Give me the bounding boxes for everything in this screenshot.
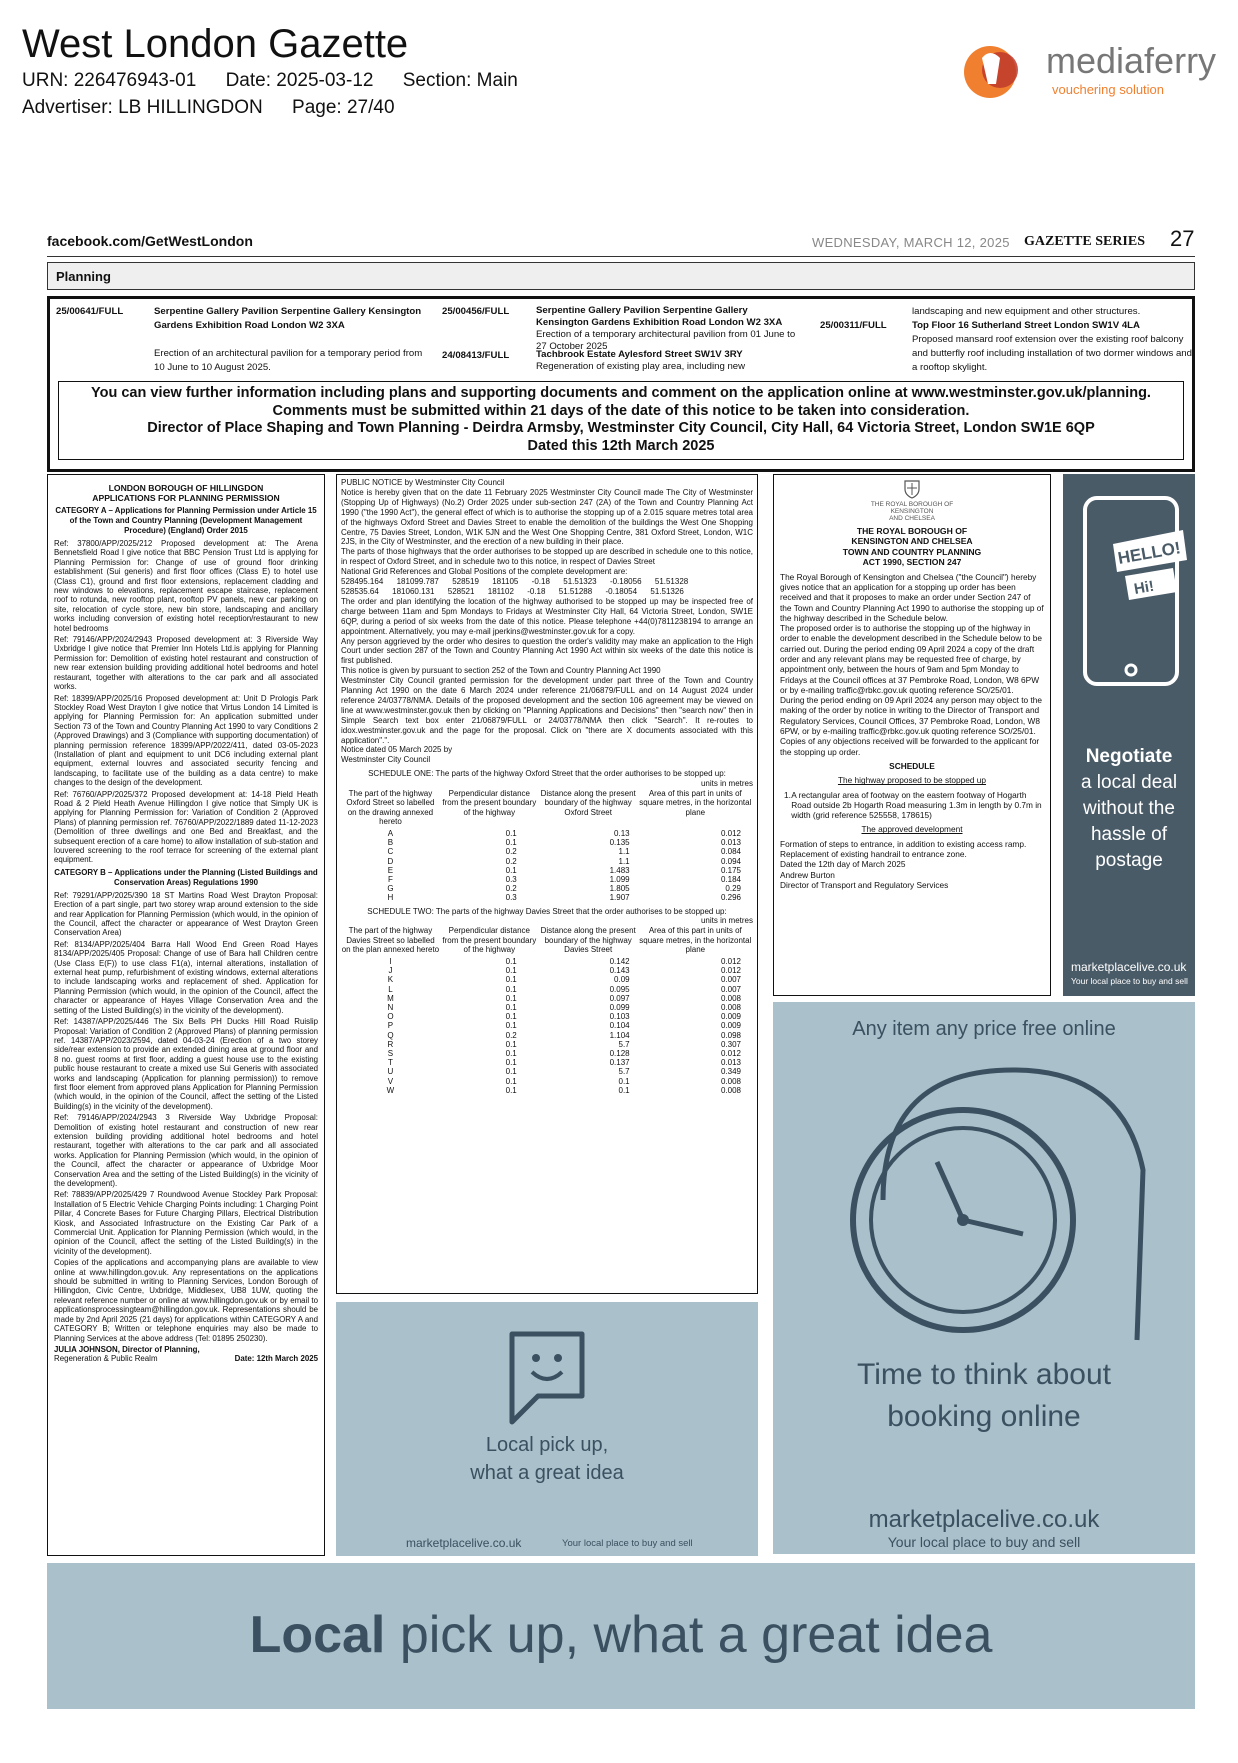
item-title: Serpentine Gallery Pavilion Serpentine Gallery Kensington Gardens Exhibition Road London W2 3XA xyxy=(536,305,783,328)
grid-ref-line: 528495.164 181099.787 528519 181105 -0.18 51.51323 -0.18056 51.51328 xyxy=(341,577,689,587)
grid-ref-line: 528535.64 181060.131 528521 181102 -0.18 51.51288 -0.18054 51.51326 xyxy=(341,586,684,596)
notice-para: Any person aggrieved by the order who desires to question the order's validity may make an application to the High Court under section 287 of the Town and Country Planning Act 1990 Act within six weeks of the date this notice is first published. xyxy=(341,636,753,666)
table-cell: 0.29 xyxy=(725,884,741,894)
notice-para: National Grid References and Global Positions of the complete development are: xyxy=(341,567,628,577)
watch-icon xyxy=(773,1050,1195,1350)
ref: 25/00641/FULL xyxy=(56,306,124,317)
schedule-two-heading: SCHEDULE TWO: The parts of the highway Davies Street that the order authorises to be stopped up: xyxy=(367,906,727,916)
units-label: units in metres xyxy=(700,916,753,926)
table-cell: D xyxy=(387,856,394,866)
table-cell: 0.1 xyxy=(505,1039,517,1049)
column-header: Distance along the present boundary of the highway Davies Street xyxy=(540,926,636,954)
table-cell: 0.097 xyxy=(609,993,630,1003)
table-row xyxy=(341,994,753,1003)
schedule-two-table xyxy=(341,926,753,1095)
table-cell: R xyxy=(387,1039,394,1049)
column-header: The part of the highway Oxford Street so labelled on the drawing annexed hereto xyxy=(346,789,435,826)
table-cell: 1.1 xyxy=(618,847,630,857)
table-cell: O xyxy=(387,1012,394,1022)
application-para: Ref: 14387/APP/2025/446 The Six Bells PH Ducks Hill Road Ruislip Proposal: Variation of Condition 2 (Approved Plans) of planning permission ref. 14387/APP/2023/2594, dated 04-03-24 (Erection of a two storey side/rear extension to provide an extended dining area at ground floor and 8 no. guest rooms at first floor, adding a guest house use to the existing public house restaurant to create a mixed use Sui Generis with associated works and landscaping (Application for planning permission)) to remove first floor element from approved plans Application for Planning Permission (which would, in the opinion of the Council, affect the setting of the Listed Building(s) in the vicinity of the development). xyxy=(54,1017,318,1111)
table-cell: 0.3 xyxy=(505,893,517,903)
table-cell: 0.1 xyxy=(505,975,517,985)
ref: 25/00456/FULL xyxy=(442,306,510,317)
phone-chat-icon xyxy=(1063,484,1195,724)
brand-tagline: Your local place to buy and sell xyxy=(1071,976,1188,986)
table-cell: 0.2 xyxy=(505,884,517,894)
table-cell: 0.1 xyxy=(505,1002,517,1012)
westminster-notice xyxy=(58,381,1184,460)
table-cell: 0.2 xyxy=(505,1030,517,1040)
table-cell: 0.142 xyxy=(609,956,630,966)
table-cell: 0.296 xyxy=(720,893,741,903)
column-header: Perpendicular distance from the present boundary of the highway xyxy=(442,789,537,817)
table-cell: 0.103 xyxy=(609,1012,630,1022)
meta-line-1 xyxy=(22,70,542,92)
table-cell: G xyxy=(387,884,394,894)
table-cell: 0.1 xyxy=(505,1067,517,1077)
table-cell: 0.137 xyxy=(609,1058,630,1068)
column-header: Perpendicular distance from the present boundary of the highway xyxy=(442,926,537,954)
table-cell: 0.1 xyxy=(505,1076,517,1086)
table-cell: 0.1 xyxy=(505,993,517,1003)
application-para: Ref: 18399/APP/2025/16 Proposed development at: Unit D Prologis Park Stockley Road West Drayton I give notice that Virtus London 14 Limited is applying for Planning Permission for: An application submitted under Section 73 of the Town and Country Planning Act 1990 to vary Conditions 2 (Approved Drawings) and 3 (Compliance with supporting documentation) of planning permission reference 18399/APP/2022/411, dated 03-05-2023 (Installation of plant and equipment to unit DC6 including external plant equipment, external louvres and associated security fencing and landscaping, to facilitate use of the building as a data centre) to make changes to the design of the development. xyxy=(54,693,318,788)
table-cell: H xyxy=(387,893,394,903)
table-cell: 1.805 xyxy=(609,884,630,894)
department: Regeneration & Public Realm xyxy=(54,1354,158,1364)
kc-subheading: The approved development xyxy=(861,824,963,835)
table-cell: K xyxy=(387,975,394,985)
table-row xyxy=(341,1058,753,1067)
logo-subtitle: vouchering solution xyxy=(1052,82,1165,97)
hillingdon-title: LONDON BOROUGH OF HILLINGDON APPLICATIONS FOR PLANNING PERMISSION xyxy=(92,483,280,503)
table-row xyxy=(341,866,753,875)
table-cell: 5.7 xyxy=(618,1067,630,1077)
notice-para: Westminster City Council granted permission for the development under part three of the Town and Country Planning Act 1990 on the date 6 March 2024 under reference 21/06879/FULL and on 14 August 2024 under reference 24/03778/NMA. Details of the proposed development and the section 106 agreement may be viewed on line at www.westminster.gov.uk then by clicking on "Planning Applications and Decisions" then "search now" then in Simple Search text box enter 21/06879/FULL or 24/03778/NMA then click "Search". It re-routes to idox.westminster.gov.uk and the page for the proposal. Click on "there are X documents associated with this application".". xyxy=(341,676,753,745)
kc-schedule-item xyxy=(784,790,1044,821)
date: Date: 2025-03-12 xyxy=(225,70,374,91)
table-row xyxy=(341,1067,753,1076)
meta-line-2 xyxy=(22,97,419,119)
message-line: Time to think about xyxy=(856,1358,1112,1391)
column-header: Area of this part in units of square metres, in the horizontal plane xyxy=(639,789,752,817)
table-cell: 0.012 xyxy=(720,828,741,838)
application-para: Ref: 79291/APP/2025/390 18 ST Martins Road West Drayton Proposal: Erection of a part single, part two storey wrap around extension to the side and rear Application for Planning Permission (which would, in the opinion of the Council, affect the character or appearance of West Drayton Green Conservation Area) xyxy=(54,890,318,938)
table-cell: 0.2 xyxy=(505,856,517,866)
table-cell: 0.1 xyxy=(505,1085,517,1095)
ad-slogan xyxy=(1063,744,1195,874)
table-row xyxy=(341,857,753,866)
notice-para: Westminster City Council xyxy=(341,755,431,765)
banner-rest: pick up, what a great idea xyxy=(385,1606,993,1664)
table-cell: 0.1 xyxy=(505,828,517,838)
slogan-rest: a local deal without the hassle of postage xyxy=(1080,772,1178,871)
signatory-footer xyxy=(54,1354,318,1363)
item-desc: Erection of a temporary architectural pavilion from 01 June to 27 October 2025 xyxy=(536,329,796,352)
units-label: units in metres xyxy=(700,779,753,789)
table-cell: 0.012 xyxy=(720,1048,741,1058)
notice-para: The order and plan identifying the location of the highway authorised to be stopped up may be inspected free of charge between 11am and 5pm Mondays to Fridays at Westminster City Hall, 64 Victoria Street, London, SW1E 6QP, during a period of six weeks from the date of this notice. Please telephone +44(0)7811238194 to arrange an appointment. Alternatively, you may e-mail jperkins@westminster.gov.uk for a copy. xyxy=(341,596,753,636)
westminster-stopping-up-notice xyxy=(336,474,758,1294)
ad-message xyxy=(773,1354,1195,1438)
item-desc: Erection of an architectural pavilion for a temporary period from 10 June to 10 August 2025. xyxy=(154,348,423,373)
brand-text: marketplacelive.co.uk xyxy=(1071,960,1187,974)
schedule-one-body xyxy=(341,829,753,903)
logo-wordmark: mediaferry xyxy=(1046,40,1217,81)
table-cell: T xyxy=(387,1058,393,1068)
hillingdon-notice xyxy=(47,474,325,1556)
hi-text: Hi! xyxy=(1132,577,1156,598)
table-row xyxy=(341,957,753,966)
table-cell: E xyxy=(387,865,394,875)
table-cell: 0.008 xyxy=(720,993,741,1003)
pickup-line: Local pick up, xyxy=(485,1434,609,1456)
facebook-link: facebook.com/GetWestLondon xyxy=(47,233,253,249)
table-cell: 0.009 xyxy=(720,1012,741,1022)
banner-strong: Local xyxy=(249,1606,386,1664)
table-cell: 0.095 xyxy=(609,984,630,994)
ad-banner xyxy=(47,1563,1195,1709)
table-row xyxy=(341,1049,753,1058)
table-row xyxy=(341,1003,753,1012)
table-cell: S xyxy=(387,1048,394,1058)
notice-line: Comments must be submitted within 21 days of the date of this notice to be taken into consideration. xyxy=(272,402,970,419)
representations-para: Copies of the applications and accompanying plans are available to view online at www.hillingdon.gov.uk. Any representations on the applications should be submitted in writing to Planning Services, London Borough of Hillingdon, Civic Centre, Uxbridge, Middlesex, UB8 1UW, quoting the relevant reference number or online at www.hillingdon.gov.uk or by email to applicationsprocessingteam@hillingdon.gov.uk. Representations should be made by 2nd April 2025 (21 days) for applications within CATEGORY A and CATEGORY B; Written or telephone enquiries may also be made to Planning Services at the above address (Tel: 01895 250230). xyxy=(54,1258,318,1343)
table-cell: 0.094 xyxy=(720,856,741,866)
table-cell: 1.1 xyxy=(618,856,630,866)
section-bar: Planning xyxy=(47,262,1195,290)
slogan-strong: Negotiate xyxy=(1085,746,1173,767)
urn: URN: 226476943-01 xyxy=(22,70,197,91)
message-line: booking online xyxy=(887,1400,1081,1433)
table-cell: L xyxy=(388,984,393,994)
kc-name: Andrew Burton xyxy=(780,869,835,880)
mediaferry-logo xyxy=(960,40,1217,100)
item-title: Serpentine Gallery Pavilion Serpentine Gallery Kensington Gardens Exhibition Road London W2 3XA xyxy=(154,306,422,331)
westminster-planning-box xyxy=(47,296,1195,472)
application-para: Ref: 8134/APP/2025/404 Barra Hall Wood End Green Road Hayes 8134/APP/2025/405 Proposal: Change of use of Bara hall Children centre (Use Class E(F)) to use class F1(a), internal alterations, installation of external heat pump, refurbishment of existing windows, external alterations to include landscaping works and replacement of shed. Application for Planning Permission (which would, in the opinion of the Council, affect the character or appearance of Hayes Village Conservation Area and the setting of the Listed Building(s) in the vicinity of the development). xyxy=(54,939,318,1015)
item-title: Top Floor 16 Sutherland Street London SW1V 4LA xyxy=(912,320,1140,331)
ad-negotiate xyxy=(1063,474,1195,996)
newspaper-title: West London Gazette xyxy=(22,22,409,66)
table-row xyxy=(341,884,753,893)
notice-para: This notice is given by pursuant to section 252 of the Town and Country Planning Act 1990 xyxy=(341,666,661,676)
table-cell: 0.128 xyxy=(609,1048,630,1058)
table-cell: 0.09 xyxy=(614,975,630,985)
ref: 24/08413/FULL xyxy=(442,350,510,361)
table-cell: N xyxy=(387,1002,394,1012)
kc-role: Director of Transport and Regulatory Services xyxy=(780,879,949,890)
table-cell: 0.1 xyxy=(505,838,517,848)
table-cell: 0.098 xyxy=(720,1030,741,1040)
notice-para: The parts of those highways that the order authorises to be stopped up are described in schedule one to this notice, in respect of Oxford Street, and in schedule two to this notice, in respect of Davies Street xyxy=(341,547,753,567)
table-row xyxy=(341,875,753,884)
notice-line: Director of Place Shaping and Town Planning - Deirdra Armsby, Westminster City Council, City Hall, 64 Victoria Street, London SW1E 6QP xyxy=(147,420,1095,436)
table-row xyxy=(341,847,753,856)
table-cell: 0.135 xyxy=(609,838,630,848)
table-cell: 0.007 xyxy=(720,975,741,985)
table-header-row xyxy=(341,926,753,957)
advertiser: Advertiser: LB HILLINGDON xyxy=(22,97,263,118)
masthead-rule xyxy=(47,256,1195,257)
ad-watch xyxy=(773,1002,1195,1554)
table-cell: P xyxy=(387,1021,394,1031)
hello-text: HELLO! xyxy=(1116,538,1183,568)
table-row xyxy=(341,985,753,994)
table-row xyxy=(341,1031,753,1040)
table-row xyxy=(341,966,753,975)
kc-subheading: The highway proposed to be stopped up xyxy=(837,775,987,786)
brand-tagline: Your local place to buy and sell xyxy=(562,1538,693,1549)
table-cell: Q xyxy=(387,1030,394,1040)
notice-heading: PUBLIC NOTICE by Westminster City Council xyxy=(341,478,505,487)
kc-para: The proposed order is to authorise the stopping up of the highway in order to enable the development described in the Schedule below to be carried out. During the period ending 09 April 2024 a copy of the draft order and any relevant plans may be requested free of charge, by appointment only, between the hours of 9am and 5pm Monday to Fridays at the Council offices at 37 Pembroke Road, London, W8 6PW or by e-mailing traffic@rbkc.gov.uk quoting reference SO/25/01. xyxy=(780,623,1042,695)
table-cell: M xyxy=(387,993,394,1003)
item-desc: Regeneration of existing play area, including new xyxy=(536,361,746,372)
rbkc-crest xyxy=(780,479,1044,522)
table-cell: 0.1 xyxy=(505,1012,517,1022)
column-header: Distance along the present boundary of the highway Oxford Street xyxy=(540,789,636,817)
table-row xyxy=(341,1012,753,1021)
table-row xyxy=(341,829,753,838)
table-cell: 0.013 xyxy=(720,838,741,848)
category-a-heading: CATEGORY A – Applications for Planning Permission under Article 15 of the Town and Country Planning (Development Management Procedure) (England) Order 2015 xyxy=(55,506,317,535)
table-cell: 0.2 xyxy=(505,847,517,857)
table-cell: B xyxy=(387,838,394,848)
table-cell: 0.1 xyxy=(505,865,517,875)
dateline: WEDNESDAY, MARCH 12, 2025 xyxy=(812,235,1010,250)
table-cell: 0.184 xyxy=(720,874,741,884)
table-cell: 1.907 xyxy=(609,893,630,903)
table-cell: 0.104 xyxy=(609,1021,630,1031)
notice-para: Notice dated 05 March 2025 by xyxy=(341,745,453,755)
table-cell: W xyxy=(386,1085,395,1095)
table-cell: 0.008 xyxy=(720,1076,741,1086)
table-cell: 5.7 xyxy=(618,1039,630,1049)
item-title: Tachbrook Estate Aylesford Street SW1V 3RY xyxy=(536,349,743,360)
table-row xyxy=(341,1021,753,1030)
table-row xyxy=(341,975,753,984)
item-desc: Proposed mansard roof extension over the existing roof balcony and butterfly roof including installation of two dormer windows and a rooftop skylight. xyxy=(912,334,1192,373)
table-cell: 0.1 xyxy=(505,984,517,994)
table-cell: 0.13 xyxy=(614,828,630,838)
table-cell: 0.1 xyxy=(505,966,517,976)
series-name: GAZETTE SERIES xyxy=(1024,234,1145,249)
ref: 25/00311/FULL xyxy=(820,320,887,331)
table-cell: 0.1 xyxy=(505,1058,517,1068)
column-header: The part of the highway Davies Street so labelled on the plan annexed hereto xyxy=(341,926,440,954)
page-number: 27 xyxy=(1170,226,1195,251)
table-cell: 0.3 xyxy=(505,874,517,884)
smiley-bubble-icon xyxy=(502,1324,592,1434)
table-row xyxy=(341,1086,753,1095)
table-cell: 0.007 xyxy=(720,984,741,994)
table-cell: U xyxy=(387,1067,394,1077)
pickup-line: what a great idea xyxy=(470,1462,624,1484)
signatory: JULIA JOHNSON, Director of Planning, xyxy=(54,1344,200,1354)
table-row xyxy=(341,893,753,902)
category-b-heading: CATEGORY B – Applications under the Planning (Listed Buildings and Conservation Areas) Regulations 1990 xyxy=(54,867,318,887)
table-row xyxy=(341,1077,753,1086)
crest-text: THE ROYAL BOROUGH OF KENSINGTON AND CHELSEA xyxy=(870,501,954,522)
kc-para: During the period ending on 09 April 2024 any person may object to the making of the order by notice in writing to the Director of Transport and Regulatory Services, Council Offices, 37 Pembroke Road, London, W8 6PW, or by e-mailing traffic@rbkc.gov.uk quoting reference SO/25/01. Copies of any objections received will be forwarded to the applicant for the stopping up order. xyxy=(780,695,1042,757)
table-cell: 0.349 xyxy=(720,1067,741,1077)
item-desc: landscaping and new equipment and other structures. xyxy=(912,306,1141,317)
table-cell: 0.1 xyxy=(505,956,517,966)
table-cell: 0.008 xyxy=(720,1002,741,1012)
ad-local-pickup xyxy=(336,1302,758,1556)
schedule-two-body xyxy=(341,957,753,1095)
application-para: Ref: 79146/APP/2024/2943 3 Riverside Way Uxbridge Proposal: Demolition of existing hotel restaurant and construction of new rear extension building providing additional hotel bedrooms and hotel restaurant, together with alterations to the car park and all associated works. Application for Planning Permission (which would, in the opinion of the Council, affect the character or appearance of Uxbridge Moor Conservation Area and the setting of the Listed Building(s) in the vicinity of the development). xyxy=(54,1113,318,1188)
column-header: Area of this part in units of square metres, in the horizontal plane xyxy=(639,926,752,954)
brand-text: marketplacelive.co.uk xyxy=(406,1536,522,1550)
table-cell: 0.307 xyxy=(720,1039,741,1049)
table-cell: 0.009 xyxy=(720,1021,741,1031)
table-cell: 0.143 xyxy=(609,966,630,976)
table-cell: 0.1 xyxy=(618,1076,630,1086)
mediaferry-logo-icon xyxy=(960,40,1030,100)
table-cell: 0.008 xyxy=(720,1085,741,1095)
application-para: Ref: 76760/APP/2025/372 Proposed development at: 14-18 Pield Heath Road & 2 Pield Heath Avenue Hillingdon I give notice that Simply UK is applying for Planning Permission for: Variation of Condition 2 (Approved Plans) of planning permission ref. 76760/APP/2022/1889 dated 11-12-2023 (Demolition of three dwellings and one Bed and Breakfast, and the subsequent erection of a care home) to allow installation of sub-station and louvered screening to the roof terrace for screening of the external plant equipment. xyxy=(54,789,318,865)
notice-para: Notice is hereby given that on the date 11 February 2025 Westminster City Council made The City of Westminster (Stopping Up of Highways) (No.2) Order 2025 under sub-section 247 (2A) of the Town and Country Planning Act 1990 ("the 1990 Act"), the general effect of which is to authorise the stopping up of a 2.015 square metres total area of the highways Oxford Street and Davies Street to enable the demolition of the buildings the West One Shopping Centre, 75 Davies Street, London, W1K 5JN and the West One Shopping Centre, 381 Oxford Street, London, W1C 2JS, in the City of Westminster, and the erection of a new building in their place. xyxy=(341,487,753,547)
table-cell: 0.1 xyxy=(505,1048,517,1058)
banner-text xyxy=(47,1605,1195,1665)
table-cell: V xyxy=(387,1076,394,1086)
kc-schedule-heading: SCHEDULE xyxy=(889,760,935,771)
kc-para: The Royal Borough of Kensington and Chelsea ("the Council") hereby gives notice that an application for a stopping up order has been received and that it proposes to make an order under Section 247 of the Town and Country Planning Act 1990 to authorise the stopping up of the highway described in the Schedule below. xyxy=(780,571,1044,623)
table-cell: 1.483 xyxy=(609,865,630,875)
table-cell: 1.099 xyxy=(609,874,630,884)
kc-para: Formation of steps to entrance, in addition to existing access ramp. Replacement of existing handrail to entrance zone. xyxy=(780,838,1027,860)
crest-icon xyxy=(903,479,921,499)
table-cell: J xyxy=(388,966,393,976)
table-cell: C xyxy=(387,847,394,857)
table-cell: A xyxy=(387,828,394,838)
notice-line: Dated this 12th March 2025 xyxy=(527,437,715,454)
table-cell: 0.175 xyxy=(720,865,741,875)
brand-tagline: Your local place to buy and sell xyxy=(887,1534,1081,1550)
table-cell: 1.104 xyxy=(609,1030,630,1040)
table-cell: F xyxy=(387,874,393,884)
table-cell: 0.012 xyxy=(720,956,741,966)
item-number: 1. xyxy=(784,789,791,800)
table-header-row xyxy=(341,789,753,829)
application-para: Ref: 78839/APP/2025/429 7 Roundwood Avenue Stockley Park Proposal: Installation of 5 Electric Vehicle Charging Points including: 1 Charging Point Pillar, 4 Concrete Bases for Future Charging Pillars, Electrical Distribution Kiosk, and Associated Infrastructure on the Existing Car Park of a Commercial Unit. Application for Planning Permission (which would, in the opinion of the Council, affect the setting of the Listed Building(s) in the vicinity of the development). xyxy=(54,1190,318,1256)
kc-dated: Dated the 12th day of March 2025 xyxy=(780,859,906,870)
schedule-one-table xyxy=(341,789,753,902)
table-cell: 0.099 xyxy=(609,1002,630,1012)
schedule-one-heading: SCHEDULE ONE: The parts of the highway Oxford Street that the order authorises to be stopped up: xyxy=(368,769,726,779)
ad-headline: Any item any price free online xyxy=(852,1018,1116,1040)
item-text: A rectangular area of footway on the eastern footway of Hogarth Road outside 2b Hogarth Road measuring 1.3m in length by 0.7m in width (grid reference 525558, 178615) xyxy=(791,789,1042,821)
table-cell: 0.012 xyxy=(720,966,741,976)
table-cell: 0.013 xyxy=(720,1058,741,1068)
page: Page: 27/40 xyxy=(292,97,395,118)
notice-date: Date: 12th March 2025 xyxy=(234,1354,318,1364)
brand-text: marketplacelive.co.uk xyxy=(868,1506,1100,1533)
kensington-chelsea-notice xyxy=(773,474,1051,996)
notice-line: You can view further information including plans and supporting documents and comment on the application online at www.westminster.gov.uk/planning. xyxy=(91,385,1151,401)
table-cell: I xyxy=(389,956,392,966)
application-para: Ref: 37800/APP/2025/212 Proposed development at: The Arena Bennetsfield Road I give notice that BBC Pension Trust Ltd is applying for Planning Permission for: Change of use of ground floor drinking establishment (Sui generis) and first floor offices (Class E) to hotel use (Class C1), ground and first floor extensions, replacement cladding and new windows to elevations, replacement escape staircase, replacement roof to rotunda, new rooftop plant, rooftop PV panels, new car parking on site, relocation of cycle store, new bin store, landscaping and ancillary works including conversion of existing hotel reception/restaurant to new hotel bedrooms xyxy=(54,539,318,633)
table-cell: 0.1 xyxy=(618,1085,630,1095)
application-para: Ref: 79146/APP/2024/2943 Proposed development at: 3 Riverside Way Uxbridge I give notice that Premier Inn Hotels Ltd.is applying for Planning Permission for: Demolition of existing hotel restaurant and construction of new rear extension building providing additional hotel bedrooms and hotel restaurant, together with alterations to the car park and all associated works. xyxy=(54,635,318,692)
section: Section: Main xyxy=(402,70,518,91)
table-cell: 0.084 xyxy=(720,847,741,857)
table-row xyxy=(341,838,753,847)
table-row xyxy=(341,1040,753,1049)
kc-title: THE ROYAL BOROUGH OF KENSINGTON AND CHELSEA TOWN AND COUNTRY PLANNING ACT 1990, SECTION 247 xyxy=(842,526,982,568)
table-cell: 0.1 xyxy=(505,1021,517,1031)
